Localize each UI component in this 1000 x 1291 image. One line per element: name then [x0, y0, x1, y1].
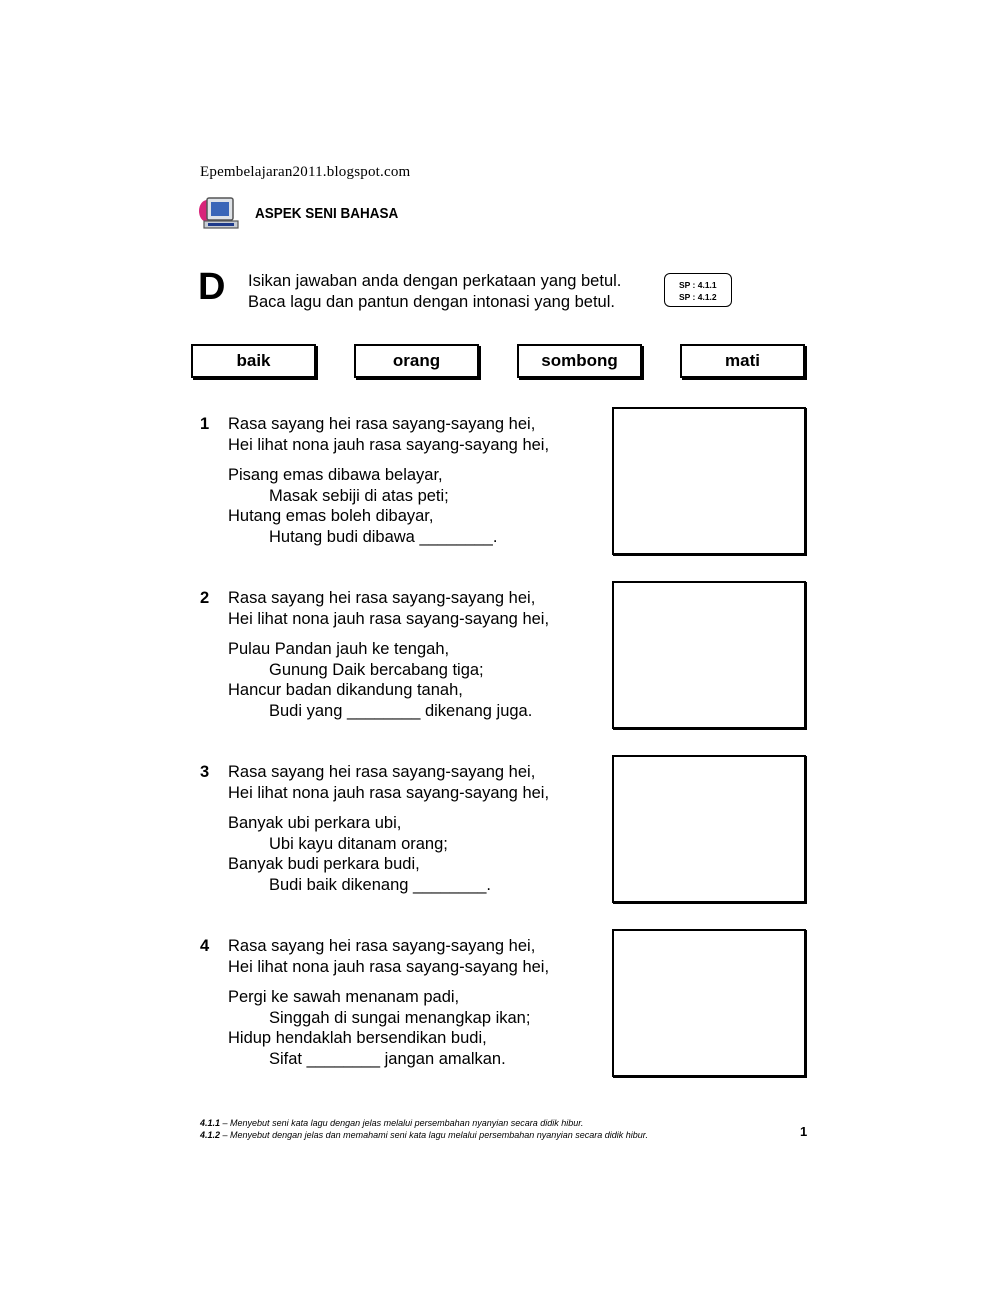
- aspect-title: ASPEK SENI BAHASA: [255, 205, 399, 222]
- pantun-line-4: Budi yang ________ dikenang juga.: [269, 702, 533, 720]
- footer-code-2: 4.1.2: [200, 1130, 221, 1140]
- pantun-line-3: Hutang emas boleh dibayar,: [228, 507, 434, 525]
- section-letter: D: [198, 266, 226, 308]
- chorus-line-1: Rasa sayang hei rasa sayang-sayang hei,: [228, 937, 536, 955]
- instruction-line-2: Baca lagu dan pantun dengan intonasi yang betul.: [248, 293, 615, 311]
- pantun-line-2: Singgah di sungai menangkap ikan;: [269, 1009, 531, 1027]
- word-card-sombong[interactable]: sombong: [517, 344, 642, 378]
- pantun-line-1: Pergi ke sawah menanam padi,: [228, 988, 460, 1006]
- page-number: 1: [800, 1124, 808, 1139]
- chorus-line-1: Rasa sayang hei rasa sayang-sayang hei,: [228, 763, 536, 781]
- pantun-line-1: Pulau Pandan jauh ke tengah,: [228, 640, 450, 658]
- pantun-line-4: Sifat ________ jangan amalkan.: [269, 1050, 506, 1068]
- chorus-line-2: Hei lihat nona jauh rasa sayang-sayang hei,: [228, 436, 550, 454]
- website-url: Epembelajaran2011.blogspot.com: [200, 164, 411, 180]
- chorus-line-2: Hei lihat nona jauh rasa sayang-sayang hei,: [228, 958, 550, 976]
- question-number: 3: [200, 763, 210, 781]
- instruction-line-1: Isikan jawaban anda dengan perkataan yang betul.: [248, 272, 622, 290]
- chorus-line-1: Rasa sayang hei rasa sayang-sayang hei,: [228, 589, 536, 607]
- question-number: 2: [200, 589, 210, 607]
- footer-text-2: – Menyebut dengan jelas dan memahami seni kata lagu melalui persembahan nyanyian secara didik hibur.: [220, 1130, 648, 1140]
- footer-text-1: – Menyebut seni kata lagu dengan jelas melalui persembahan nyanyian secara didik hibur.: [220, 1118, 584, 1128]
- word-card-mati[interactable]: mati: [680, 344, 805, 378]
- chorus-line-2: Hei lihat nona jauh rasa sayang-sayang hei,: [228, 784, 550, 802]
- answer-box-4[interactable]: [612, 929, 806, 1077]
- pantun-line-1: Banyak ubi perkara ubi,: [228, 814, 402, 832]
- pantun-line-3: Hidup hendaklah bersendikan budi,: [228, 1029, 487, 1047]
- instructions: [248, 271, 621, 313]
- footer-code-1: 4.1.1: [200, 1118, 221, 1128]
- sp-code-2: SP : 4.1.2: [679, 292, 717, 302]
- pantun-line-2: Ubi kayu ditanam orang;: [269, 835, 448, 853]
- question-number: 4: [200, 937, 210, 955]
- word-bank: [191, 344, 807, 379]
- computer-icon: [198, 194, 244, 232]
- pantun-line-3: Banyak budi perkara budi,: [228, 855, 420, 873]
- chorus-line-2: Hei lihat nona jauh rasa sayang-sayang hei,: [228, 610, 550, 628]
- word-card-orang[interactable]: orang: [354, 344, 479, 378]
- sp-code-badge: [664, 273, 732, 307]
- footer-notes: [200, 1117, 648, 1141]
- word-card-baik[interactable]: baik: [191, 344, 316, 378]
- pantun-line-2: Gunung Daik bercabang tiga;: [269, 661, 484, 679]
- answer-box-3[interactable]: [612, 755, 806, 903]
- answer-box-1[interactable]: [612, 407, 806, 555]
- footer-note-2: [200, 1129, 648, 1141]
- pantun-line-3: Hancur badan dikandung tanah,: [228, 681, 463, 699]
- question-number: 1: [200, 415, 210, 433]
- pantun-line-1: Pisang emas dibawa belayar,: [228, 466, 443, 484]
- footer-note-1: [200, 1117, 648, 1129]
- chorus-line-1: Rasa sayang hei rasa sayang-sayang hei,: [228, 415, 536, 433]
- pantun-line-2: Masak sebiji di atas peti;: [269, 487, 449, 505]
- sp-code-1: SP : 4.1.1: [679, 280, 717, 290]
- pantun-line-4: Budi baik dikenang ________.: [269, 876, 492, 894]
- answer-box-2[interactable]: [612, 581, 806, 729]
- pantun-line-4: Hutang budi dibawa ________.: [269, 528, 498, 546]
